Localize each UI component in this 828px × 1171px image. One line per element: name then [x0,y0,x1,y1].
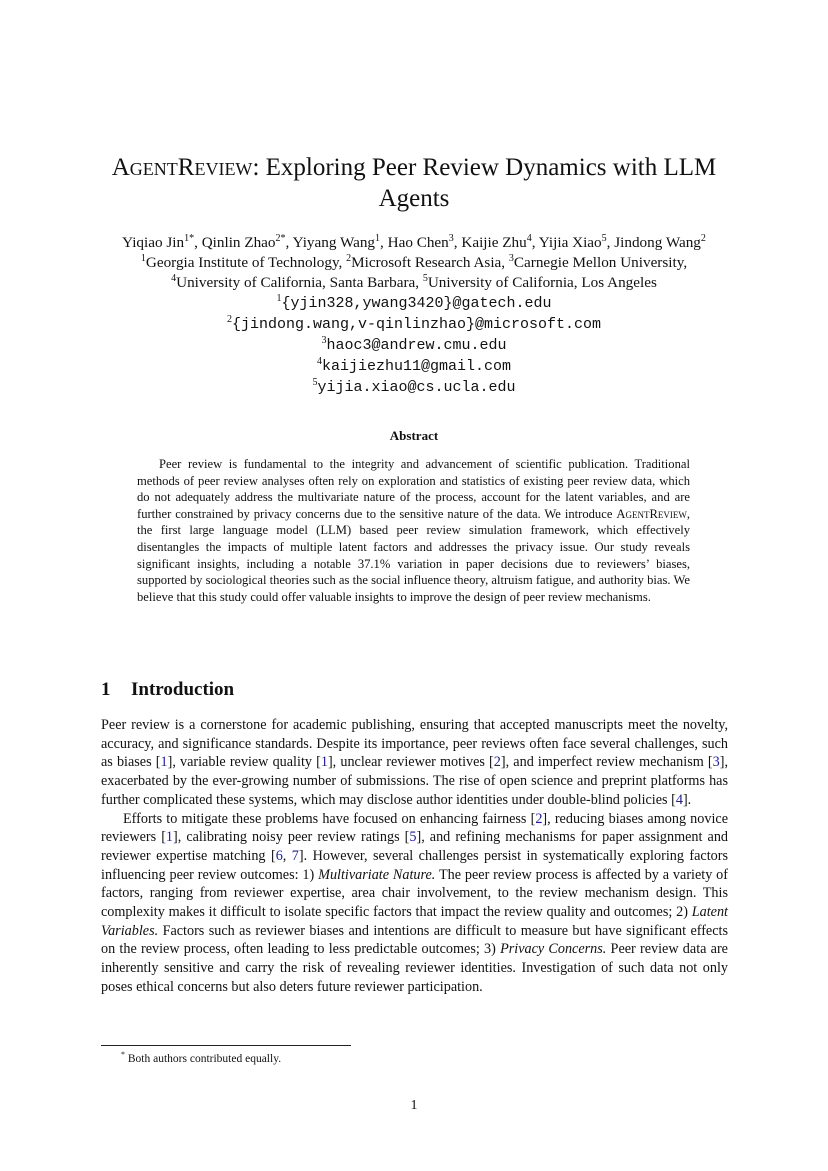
author-mark: 2* [275,232,286,244]
email-line [60,293,768,314]
body-text: Peer review data are inherently sensitive and carry the risk of revealing reviewer identities. Investigation of such data not only poses ethical concerns but also deters future reviewer participation. [101,941,728,995]
author-names: Yiqiao Jin$^{1*}$, Qinlin Zhao$^{2*}$, Yiyang Wang$^1$, Hao Chen$^3$, Kaijie Zhu$^4$, Yijia Xiao$^5$, Jindong Wang$^2$ [122,232,706,251]
citation-separator: , [282,847,292,864]
email-line [60,356,768,377]
introduction-body [101,716,728,997]
email-mark: 3 [321,334,327,346]
citation-link[interactable]: 2 [535,810,543,827]
abstract-heading: Abstract [389,428,439,443]
affiliation: University of California, Santa Barbara, [176,274,423,291]
body-text: Efforts to mitigate these problems have focused on enhancing fairness [ [123,810,536,827]
abstract-text: , the first large language model (LLM) based peer review simulation framework, which effectively disentangles the impacts of multiple latent factors and addresses the privacy issue. Our study reveals significant insights, including a notable 37.1% variation in paper decisions due to reviewers’ biases, supported by sociological theories such as the social influence theory, altruism fatigue, and authority bias. We believe that this study could offer valuable insights to improve the design of peer review mechanisms. [137,506,690,604]
affiliation-mark: 5 [422,272,428,284]
affiliation-mark: 2 [346,252,352,264]
body-text: ]. However, several challenges persist in systematically exploring factors influencing peer review outcomes: 1) [101,847,728,883]
body-text: ], variable review quality [ [167,754,321,771]
author-mark: 3 [448,232,454,244]
email-line [60,377,768,398]
emphasis: Privacy Concerns. [500,941,607,958]
citation-link[interactable]: 2 [493,754,501,771]
affiliation: University of California, Los Angeles [427,274,657,291]
framework-name: AgentReview [111,154,253,181]
intro-paragraph-2 [101,810,728,997]
body-text: Peer review is a cornerstone for academic publishing, ensuring that accepted manuscripts meet the novelty, accuracy, and significance standards. Despite its importance, peer reviews often face several challenges, such as biases [ [101,717,728,771]
email: {jindong.wang,v-qinlinzhao}@microsoft.com [231,316,602,333]
abstract-paragraph [137,456,690,605]
intro-paragraph-1 [101,716,728,810]
affiliations-line [60,253,768,273]
affiliation-mark: 4 [171,272,177,284]
abstract-body [137,456,690,605]
author: Hao Chen [387,234,449,251]
author: Yijia Xiao [538,234,602,251]
body-text: ]. [682,791,692,808]
section-heading [101,679,234,701]
affiliations-line [60,273,768,293]
email: haoc3@andrew.cmu.edu [326,337,507,354]
author-block [60,233,768,398]
email-line [60,335,768,356]
citation-link[interactable]: 7 [291,847,299,864]
section-number: 1 [101,679,111,700]
framework-name: AgentReview [616,506,687,521]
citation-link[interactable]: 1 [160,754,168,771]
author: Jindong Wang [614,234,701,251]
paper-title [80,152,748,214]
title-text: : Exploring Peer Review Dynamics with LLM Agents [252,154,717,212]
body-text: ], calibrating noisy peer review ratings [ [173,829,410,846]
affiliation: Georgia Institute of Technology, [145,254,347,271]
affiliation-mark: 1 [140,252,146,264]
email-mark: 1 [276,292,282,304]
affiliation: Carnegie Mellon University, [513,254,688,271]
body-text: Factors such as reviewer biases and intentions are difficult to measure but have significant effects on the review process, often leading to less predictable outcomes; 3) [101,922,728,958]
email: yijia.xiao@cs.ucla.edu [317,379,516,396]
author-mark: 1 [375,232,381,244]
author-mark: 1* [184,232,195,244]
author-mark: 4 [526,232,532,244]
page-number: 1 [410,1098,418,1113]
citation-link[interactable]: 1 [165,829,174,846]
author-mark: 2 [700,232,706,244]
body-text: ], exacerbated by the ever-growing number of submissions. The rise of open science and preprint platforms has further complicated these systems, which may disclose author identities under double-blind policies [ [101,754,729,808]
author: Kaijie Zhu [461,234,527,251]
citation-link[interactable]: 4 [675,791,683,808]
citation-link[interactable]: 5 [409,829,417,846]
email: {yjin328,ywang3420}@gatech.edu [281,295,552,312]
affiliation-mark: 3 [508,252,514,264]
affiliation: Microsoft Research Asia, [351,254,509,271]
email-mark: 5 [312,376,318,388]
abstract-text: Peer review is fundamental to the integrity and advancement of scientific publication. Traditional methods of peer review analyses often rely on exploration and statistics of existing peer review data, which do not adequately address the multivariate nature of the process, account for the latent variables, and are further constrained by privacy concerns due to the sensitive nature of the data. We introduce [137,457,690,521]
body-text: ], and imperfect review mechanism [ [500,754,713,771]
section-title: Introduction [131,679,235,700]
author: Yiyang Wang [292,234,376,251]
email: kaijiezhu11@gmail.com [321,358,512,375]
body-text: ], and refining mechanisms for paper assignment and reviewer expertise matching [ [101,829,729,864]
body-text: ], unclear reviewer motives [ [327,754,494,771]
citation-link[interactable]: 6 [275,847,283,864]
author: Qinlin Zhao [201,234,276,251]
email-mark: 2 [226,313,232,325]
footnote-mark: * [121,1050,125,1059]
citation-link[interactable]: 3 [712,754,720,771]
footnote [121,1050,281,1065]
author: Yiqiao Jin [122,234,185,251]
emphasis: Latent Variables. [101,904,728,939]
email-line [60,314,768,335]
citation-link[interactable]: 1 [320,754,328,771]
footnote-text: Both authors contributed equally. [127,1052,282,1065]
footnote-divider [101,1045,351,1046]
emphasis: Multivariate Nature. [318,866,436,883]
body-text: ], reducing biases among novice reviewers [ [101,810,728,846]
email-mark: 4 [316,355,322,367]
body-text: The peer review process is affected by a variety of factors, ranging from reviewer expertise, area chair involvement, to the review mechanism design. This complexity makes it difficult to isolate specific factors that impact the review quality and outcomes; 2) [101,866,729,921]
author-mark: 5 [601,232,607,244]
